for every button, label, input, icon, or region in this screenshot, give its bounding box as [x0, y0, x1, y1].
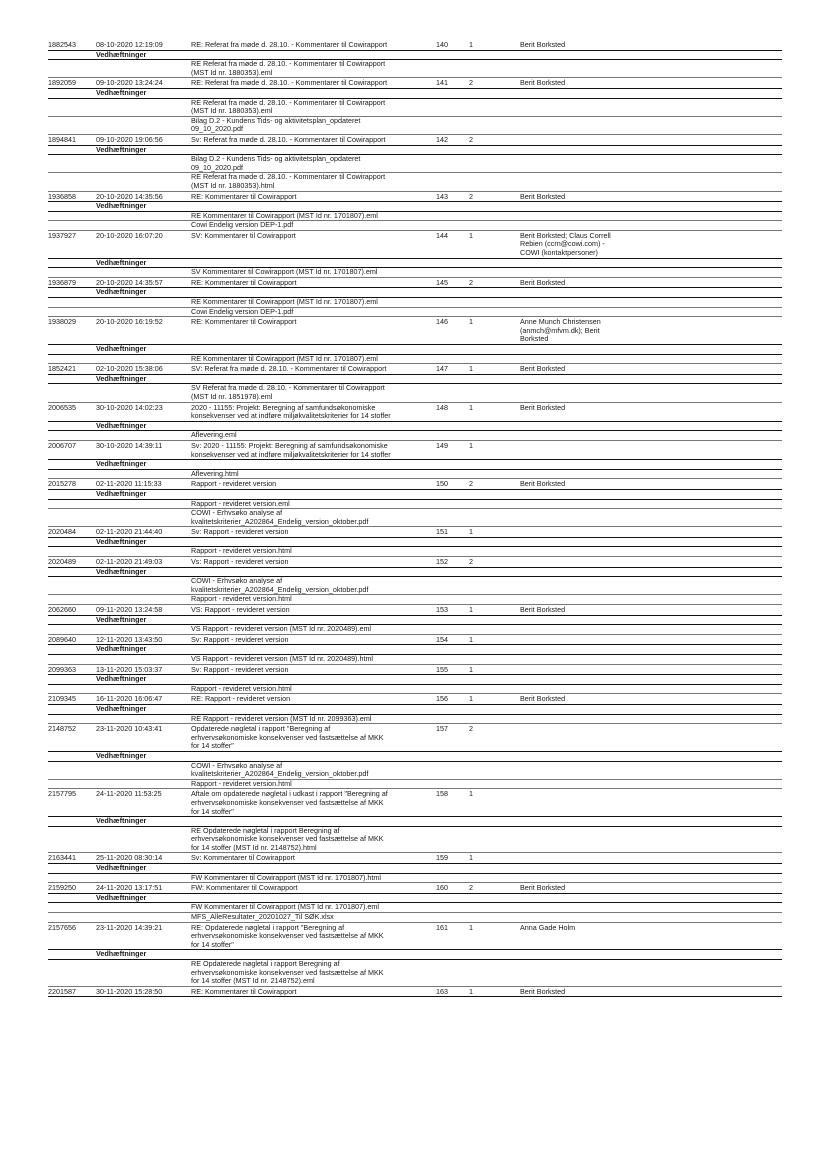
attachment-row: [48, 355, 782, 365]
record-count: 2: [469, 135, 473, 144]
attachments-label: Vedhæftninger: [96, 567, 147, 576]
attachment-filename: VS Rapport - revideret version (MST Id nr. 2020489).eml: [191, 625, 372, 634]
attachment-row: [48, 547, 782, 557]
attachment-row: [48, 685, 782, 695]
record-date: 02-11-2020 21:44:40: [96, 528, 163, 537]
record-date: 24-11-2020 13:17:51: [96, 884, 163, 893]
attachments-label: Vedhæftninger: [96, 50, 147, 59]
attachments-label: Vedhæftninger: [96, 345, 147, 353]
record-subject: VS: Rapport - revideret version: [191, 606, 290, 615]
record-subject: Sv: Rapport - revideret version: [191, 665, 289, 674]
record-recipients: Berit Borksted: [520, 884, 566, 893]
record-id: 2201587: [48, 987, 76, 996]
record-number: 153: [436, 606, 448, 615]
record-number: 163: [436, 987, 448, 996]
attachment-filename: VS Rapport - revideret version (MST Id nr. 2020489).html: [191, 655, 374, 663]
record-subject: Sv: Kommentarer til Cowirapport: [191, 854, 295, 863]
attachments-label: Vedhæftninger: [96, 950, 147, 959]
record-id: 2157656: [48, 923, 76, 932]
record-date: 09-10-2020 13:24:24: [96, 79, 163, 88]
table-row: [48, 557, 782, 568]
attachment-filename: Rapport - revideret version.html: [191, 684, 292, 693]
attachment-filename: Rapport - revideret version.html: [191, 595, 292, 604]
attachment-filename: MFS_AlleResultater_20201027_Til SØK.xlsx: [191, 913, 334, 922]
record-subject: RE: Rapport - revideret version: [191, 695, 291, 704]
record-count: 2: [469, 192, 473, 201]
table-row: [48, 605, 782, 616]
record-subject: FW: Kommentarer til Cowirapport: [191, 884, 298, 893]
table-row: [48, 364, 782, 375]
record-count: 1: [469, 318, 473, 327]
attachments-label: Vedhæftninger: [96, 421, 147, 430]
record-id: 1936858: [48, 192, 76, 201]
attachment-filename: COWI - Erhvsøko analyse af kvalitetskriterier_A202864_Endelig_version_oktober.pdf: [191, 509, 369, 526]
table-row: [48, 987, 782, 998]
attachments-header: [48, 568, 782, 578]
record-number: 160: [436, 884, 448, 893]
attachments-header: [48, 616, 782, 626]
attachments-label: Vedhæftninger: [96, 489, 147, 498]
table-row: [48, 789, 782, 817]
attachment-filename: RE Referat fra møde d. 28.10. - Kommentarer til Cowirapport (MST Id nr. 1880353).html: [191, 173, 386, 190]
attachments-label: Vedhæftninger: [96, 145, 147, 154]
attachments-header: [48, 950, 782, 960]
attachment-row: [48, 715, 782, 725]
record-recipients: Berit Borksted: [520, 695, 566, 704]
attachment-filename: RE Referat fra møde d. 28.10. - Kommentarer til Cowirapport (MST Id nr. 1880353).eml: [191, 98, 386, 116]
attachment-row: [48, 221, 782, 231]
record-subject: Rapport - revideret version: [191, 480, 277, 489]
record-count: 1: [469, 923, 473, 932]
record-date: 20-10-2020 14:35:57: [96, 278, 163, 287]
attachments-label: Vedhæftninger: [96, 537, 147, 546]
record-number: 144: [436, 231, 448, 240]
record-count: 2: [469, 79, 473, 88]
record-date: 25-11-2020 08:30:14: [96, 854, 163, 863]
record-id: 1852421: [48, 365, 76, 374]
attachment-row: [48, 431, 782, 441]
attachments-header: [48, 51, 782, 61]
record-date: 16-11-2020 16:06:47: [96, 695, 163, 704]
attachment-row: [48, 913, 782, 923]
attachments-header: [48, 817, 782, 827]
attachment-filename: RE Rapport - revideret version (MST Id nr. 2099363).eml: [191, 714, 372, 723]
record-date: 30-11-2020 15:28:50: [96, 987, 163, 996]
attachment-filename: Rapport - revideret version.eml: [191, 499, 290, 508]
attachment-row: [48, 500, 782, 510]
attachment-filename: RE Opdaterede nøgletal i rapport Beregning af erhvervsøkonomiske konsekvenser ved fastsættelse af MKK for 14 stoffer (MST Id nr. 2148752).eml: [191, 960, 384, 986]
record-recipients: Berit Borksted: [520, 192, 566, 201]
attachments-header: [48, 864, 782, 874]
record-count: 1: [469, 665, 473, 674]
record-date: 13-11-2020 15:03:37: [96, 665, 163, 674]
record-id: 2157795: [48, 790, 76, 799]
table-row: [48, 192, 782, 203]
attachments-header: [48, 490, 782, 500]
attachments-label: Vedhæftninger: [96, 374, 147, 383]
attachment-row: [48, 655, 782, 665]
record-id: 2109345: [48, 695, 76, 704]
record-number: 142: [436, 135, 448, 144]
attachment-filename: RE Kommentarer til Cowirapport (MST Id nr. 1701807).eml: [191, 354, 378, 363]
record-date: 23-11-2020 14:39:21: [96, 923, 163, 932]
attachments-header: [48, 288, 782, 298]
record-count: 2: [469, 884, 473, 893]
record-subject: RE: Opdaterede nøgletal i rapport "Beregning af erhvervsøkonomiske konsekvenser ved fastsættelse af MKK for 14 stoffer": [191, 923, 384, 949]
record-recipients: Berit Borksted: [520, 79, 566, 88]
attachments-header: [48, 460, 782, 470]
record-subject: Vs: Rapport - revideret version: [191, 558, 289, 567]
attachment-filename: SV Referat fra møde d. 28.10. - Kommentarer til Cowirapport (MST Id nr. 1851978).eml: [191, 384, 385, 401]
attachment-row: [48, 577, 782, 595]
table-row: [48, 231, 782, 259]
record-count: 1: [469, 403, 473, 412]
record-count: 2: [469, 558, 473, 567]
attachment-row: [48, 780, 782, 790]
attachment-filename: Cowi Endelig version DEP-1.pdf: [191, 307, 294, 316]
record-recipients: Anne Munch Christensen (anmch@mfvm.dk); Berit Borksted: [520, 318, 601, 344]
attachments-label: Vedhæftninger: [96, 675, 147, 684]
attachment-filename: COWI - Erhvsøko analyse af kvalitetskriterier_A202864_Endelig_version_oktober.pdf: [191, 761, 369, 779]
attachment-filename: RE Opdaterede nøgletal i rapport Beregning af erhvervsøkonomiske konsekvenser ved fastsættelse af MKK for 14 stoffer (MST Id nr. 2148752).html: [191, 826, 384, 852]
table-row: [48, 278, 782, 289]
attachment-row: [48, 625, 782, 635]
attachment-row: [48, 173, 782, 191]
record-date: 08-10-2020 12:19:09: [96, 41, 163, 49]
record-count: 2: [469, 278, 473, 287]
record-id: 2099363: [48, 665, 76, 674]
attachments-label: Vedhæftninger: [96, 751, 147, 760]
table-row: [48, 923, 782, 951]
record-recipients: Anna Gade Holm: [520, 923, 576, 932]
record-id: 1937927: [48, 231, 76, 240]
record-number: 159: [436, 854, 448, 863]
record-date: 12-11-2020 13:43:50: [96, 635, 163, 644]
attachments-label: Vedhæftninger: [96, 288, 147, 297]
attachments-header: [48, 345, 782, 355]
attachment-row: [48, 762, 782, 780]
attachments-header: [48, 259, 782, 269]
record-id: 2148752: [48, 725, 76, 734]
table-row: [48, 78, 782, 89]
record-id: 2015278: [48, 480, 76, 489]
table-row: [48, 40, 782, 51]
record-recipients: Berit Borksted: [520, 480, 566, 489]
attachments-header: [48, 146, 782, 156]
attachments-header: [48, 705, 782, 715]
record-subject: RE: Kommentarer til Cowirapport: [191, 278, 297, 287]
attachment-row: [48, 509, 782, 527]
record-date: 20-10-2020 14:35:56: [96, 192, 163, 201]
attachment-filename: FW Kommentarer til Cowirapport (MST Id nr. 1701807).html: [191, 873, 382, 882]
attachment-filename: FW Kommentarer til Cowirapport (MST Id nr. 1701807).eml: [191, 903, 380, 912]
record-date: 09-10-2020 19:06:56: [96, 135, 163, 144]
record-subject: RE: Kommentarer til Cowirapport: [191, 318, 297, 327]
attachment-filename: Cowi Endelig version DEP-1.pdf: [191, 221, 294, 230]
attachments-label: Vedhæftninger: [96, 645, 147, 654]
record-number: 148: [436, 403, 448, 412]
record-id: 2062660: [48, 606, 76, 615]
attachment-filename: Rapport - revideret version.html: [191, 547, 292, 556]
attachment-row: [48, 155, 782, 173]
attachment-filename: COWI - Erhvsøko analyse af kvalitetskriterier_A202864_Endelig_version_oktober.pdf: [191, 577, 369, 594]
record-date: 20-10-2020 16:07:20: [96, 231, 163, 240]
attachment-row: [48, 60, 782, 78]
table-row: [48, 479, 782, 490]
record-subject: SV: Referat fra møde d. 28.10. - Kommentarer til Cowirapport: [191, 365, 387, 374]
attachment-row: [48, 268, 782, 278]
table-row: [48, 441, 782, 460]
record-id: 1882543: [48, 41, 76, 49]
record-id: 2020484: [48, 528, 76, 537]
attachment-row: [48, 384, 782, 402]
attachment-row: [48, 117, 782, 135]
record-date: 02-11-2020 21:49:03: [96, 558, 163, 567]
record-number: 150: [436, 480, 448, 489]
record-recipients: Berit Borksted: [520, 606, 566, 615]
record-recipients: Berit Borksted; Claus Correll Rebien (ccrn@cowi.com) - COWI (kontaktpersoner): [520, 231, 611, 258]
record-number: 158: [436, 790, 448, 799]
record-subject: Aftale om opdaterede nøgletal i udkast i rapport "Beregning af erhvervsøkonomiske konsekvenser ved fastsættelse af MKK for 14 stoffer": [191, 790, 388, 816]
record-number: 149: [436, 441, 448, 450]
attachment-row: [48, 960, 782, 987]
attachment-row: [48, 99, 782, 117]
record-id: 1938029: [48, 318, 76, 327]
attachment-row: [48, 308, 782, 318]
table-row: [48, 694, 782, 705]
record-recipients: Berit Borksted: [520, 41, 566, 49]
attachments-header: [48, 675, 782, 685]
attachment-row: [48, 874, 782, 884]
attachments-label: Vedhæftninger: [96, 258, 147, 267]
attachments-header: [48, 89, 782, 99]
attachments-label: Vedhæftninger: [96, 460, 147, 469]
record-number: 140: [436, 41, 448, 49]
attachment-row: [48, 903, 782, 913]
record-number: 151: [436, 528, 448, 537]
table-row: [48, 724, 782, 752]
attachment-filename: SV Kommentarer til Cowirapport (MST Id nr. 1701807).eml: [191, 268, 378, 277]
attachment-filename: Bilag D.2 - Kundens Tids- og aktivitetsplan_opdateret 09_10_2020.pdf: [191, 116, 361, 134]
record-subject: SV: Kommentarer til Cowirapport: [191, 231, 296, 240]
attachments-header: [48, 538, 782, 548]
table-row: [48, 635, 782, 646]
record-subject: 2020 - 11155: Projekt: Beregning af samfundsøkonomiske konsekvenser ved at indføre miljøkvalitetskriterier for 14 stoffer: [191, 403, 391, 421]
table-row: [48, 527, 782, 538]
record-subject: RE: Referat fra møde d. 28.10. - Kommentarer til Cowirapport: [191, 79, 388, 88]
record-number: 157: [436, 725, 448, 734]
record-count: 1: [469, 606, 473, 615]
record-id: 2020489: [48, 558, 76, 567]
record-count: 2: [469, 480, 473, 489]
record-date: 30-10-2020 14:02:23: [96, 403, 163, 412]
attachment-filename: RE Kommentarer til Cowirapport (MST Id nr. 1701807).eml: [191, 211, 378, 220]
record-subject: RE: Kommentarer til Cowirapport: [191, 987, 297, 996]
record-date: 02-11-2020 11:15:33: [96, 480, 162, 489]
table-row: [48, 665, 782, 676]
attachment-filename: RE Referat fra møde d. 28.10. - Kommentarer til Cowirapport (MST Id nr. 1880353).eml: [191, 60, 386, 77]
attachment-filename: Aflevering.eml: [191, 431, 237, 440]
record-recipients: Berit Borksted: [520, 987, 566, 996]
attachments-header: [48, 894, 782, 904]
record-count: 1: [469, 695, 473, 704]
record-id: 2006707: [48, 441, 76, 450]
record-id: 1936879: [48, 278, 76, 287]
record-count: 1: [469, 854, 473, 863]
record-number: 155: [436, 665, 448, 674]
record-subject: RE: Kommentarer til Cowirapport: [191, 192, 297, 201]
record-id: 1894841: [48, 135, 76, 144]
table-row: [48, 853, 782, 864]
record-date: 02-10-2020 15:38:06: [96, 365, 163, 374]
table-row: [48, 135, 782, 146]
record-number: 141: [436, 79, 448, 88]
attachment-row: [48, 827, 782, 854]
record-subject: Sv: Rapport - revideret version: [191, 635, 289, 644]
record-number: 147: [436, 365, 448, 374]
attachment-row: [48, 212, 782, 222]
attachment-filename: Aflevering.html: [191, 469, 239, 478]
journal-table: [48, 40, 782, 997]
record-id: 2159250: [48, 884, 76, 893]
attachment-row: [48, 298, 782, 308]
record-count: 1: [469, 365, 473, 374]
record-count: 1: [469, 41, 473, 49]
record-number: 156: [436, 695, 448, 704]
record-date: 23-11-2020 10:43:41: [96, 725, 163, 734]
table-row: [48, 883, 782, 894]
attachments-label: Vedhæftninger: [96, 893, 147, 902]
record-date: 20-10-2020 16:19:52: [96, 318, 163, 327]
attachment-row: [48, 595, 782, 605]
record-date: 09-11-2020 13:24:58: [96, 606, 163, 615]
record-subject: Sv: Rapport - revideret version: [191, 528, 289, 537]
record-id: 2006535: [48, 403, 76, 412]
table-row: [48, 403, 782, 422]
record-number: 143: [436, 192, 448, 201]
record-count: 1: [469, 528, 473, 537]
attachment-row: [48, 470, 782, 480]
record-number: 152: [436, 558, 448, 567]
attachment-filename: Rapport - revideret version.html: [191, 779, 292, 788]
record-count: 1: [469, 635, 473, 644]
attachments-label: Vedhæftninger: [96, 864, 147, 873]
attachments-header: [48, 202, 782, 212]
record-recipients: Berit Borksted: [520, 365, 566, 374]
record-subject: Sv: Referat fra møde d. 28.10. - Kommentarer til Cowirapport: [191, 135, 386, 144]
record-count: 1: [469, 987, 473, 996]
record-id: 2163441: [48, 854, 76, 863]
attachment-filename: RE Kommentarer til Cowirapport (MST Id nr. 1701807).eml: [191, 298, 378, 307]
attachment-filename: Bilag D.2 - Kundens Tids- og aktivitetsplan_opdateret 09_10_2020.pdf: [191, 155, 361, 172]
attachments-label: Vedhæftninger: [96, 817, 147, 826]
attachments-header: [48, 422, 782, 432]
record-subject: Opdaterede nøgletal i rapport "Beregning af erhvervsøkonomiske konsekvenser ved fastsættelse af MKK for 14 stoffer": [191, 725, 384, 751]
record-recipients: Berit Borksted: [520, 278, 566, 287]
record-number: 161: [436, 923, 448, 932]
record-count: 2: [469, 725, 473, 734]
attachments-header: [48, 645, 782, 655]
table-row: [48, 317, 782, 345]
record-subject: RE: Referat fra møde d. 28.10. - Kommentarer til Cowirapport: [191, 41, 388, 49]
record-number: 146: [436, 318, 448, 327]
attachments-header: [48, 752, 782, 762]
record-count: 1: [469, 441, 473, 450]
record-date: 24-11-2020 11:53:25: [96, 790, 162, 799]
attachments-label: Vedhæftninger: [96, 704, 147, 713]
record-recipients: Berit Borksted: [520, 403, 566, 412]
attachments-label: Vedhæftninger: [96, 202, 147, 211]
attachments-header: [48, 375, 782, 385]
record-id: 2089640: [48, 635, 76, 644]
record-count: 1: [469, 231, 473, 240]
record-number: 145: [436, 278, 448, 287]
record-date: 30-10-2020 14:39:11: [96, 441, 163, 450]
record-id: 1892059: [48, 79, 76, 88]
attachments-label: Vedhæftninger: [96, 615, 147, 624]
attachments-label: Vedhæftninger: [96, 88, 147, 97]
record-number: 154: [436, 635, 448, 644]
record-subject: Sv: 2020 - 11155: Projekt: Beregning af samfundsøkonomiske konsekvenser ved at indføre miljøkvalitetskriterier for 14 stoffer: [191, 441, 391, 459]
record-count: 1: [469, 790, 473, 799]
